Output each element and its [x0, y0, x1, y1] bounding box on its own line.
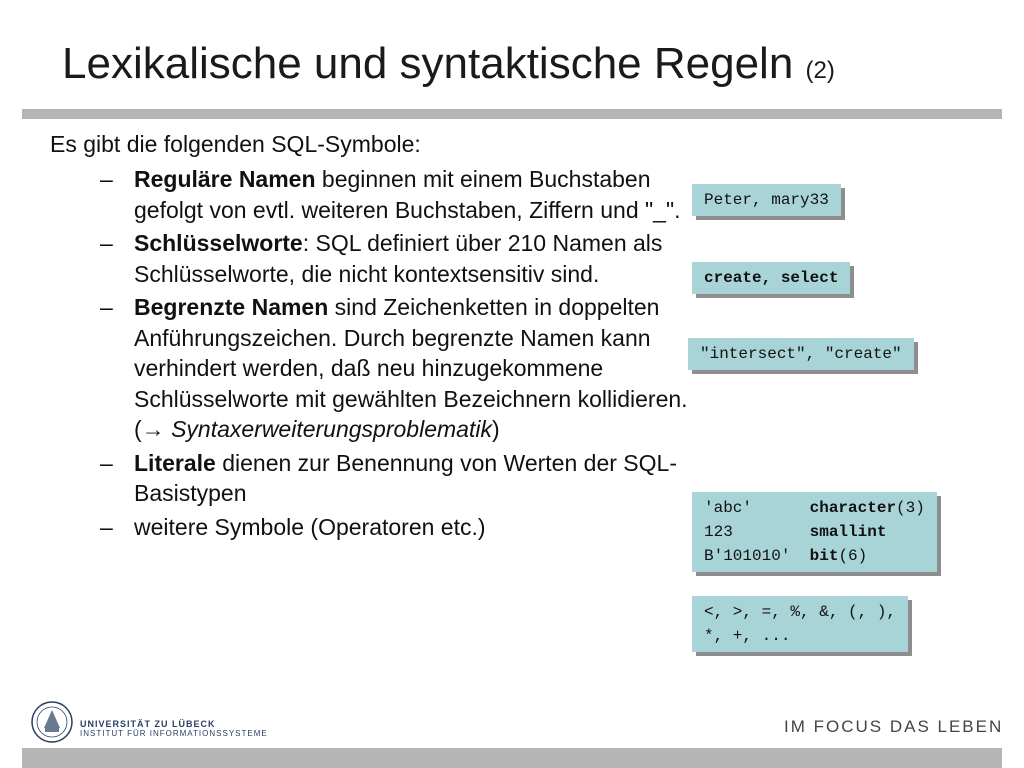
university-name: UNIVERSITÄT ZU LÜBECK	[80, 719, 216, 729]
example-literals	[692, 492, 937, 572]
item-text: dienen zur Benennung von Werten der SQL-Basistypen	[134, 449, 677, 506]
literal-arg: (3)	[896, 499, 925, 517]
example-regular-names: Peter, mary33	[692, 184, 841, 216]
title-text: Lexikalische und syntaktische Regeln	[62, 39, 794, 88]
university-seal-logo	[30, 698, 74, 746]
title-suffix: (2)	[805, 57, 835, 84]
footer-bar	[22, 748, 1002, 768]
symbols-line: <, >, =, %, &, (, ),	[704, 603, 897, 621]
item-term: Literale	[134, 449, 216, 476]
item-text: sind Zeichenketten in doppelten Anführungszeichen. Durch begrenzte Namen kann verhindert werden, daß neu hinzugekommene Schlüsselworte mit gewählten Bezeichnern kollidieren. (→	[134, 294, 688, 442]
list-item	[100, 512, 690, 543]
symbols-line: *, +, ...	[704, 627, 791, 645]
literal-value: B'101010'	[704, 547, 791, 565]
intro-text: Es gibt die folgenden SQL-Symbole:	[50, 131, 421, 157]
list-item	[100, 228, 690, 289]
item-text: : SQL definiert über 210 Namen als Schlüsselworte, die nicht kontextsensitiv sind.	[134, 230, 663, 287]
bullet-dash: –	[100, 513, 113, 540]
item-tail: )	[491, 416, 500, 442]
item-term: Reguläre Namen	[134, 166, 316, 192]
item-text: weitere Symbole (Operatoren etc.)	[134, 513, 486, 540]
footer-tagline: IM FOCUS DAS LEBEN	[784, 717, 1004, 736]
literal-type: character	[809, 499, 897, 517]
bullet-dash: –	[100, 230, 113, 256]
literal-value: 123	[704, 523, 733, 541]
example-delimited-names: "intersect", "create"	[688, 338, 914, 370]
title-divider	[22, 109, 1002, 119]
list-item	[100, 292, 690, 445]
slide-title	[62, 38, 835, 97]
list-item	[100, 448, 690, 509]
bullet-dash: –	[100, 166, 113, 192]
literal-arg: (6)	[838, 547, 868, 565]
literal-value: 'abc'	[704, 499, 753, 517]
item-term: Schlüsselworte	[134, 230, 303, 256]
list-item	[100, 164, 690, 225]
symbol-list	[100, 164, 690, 545]
item-emphasis: Syntaxerweiterungsproblematik	[171, 416, 492, 442]
bullet-dash: –	[100, 449, 113, 476]
bullet-dash: –	[100, 294, 113, 320]
literal-type: bit	[809, 547, 839, 565]
item-term: Begrenzte Namen	[134, 294, 329, 320]
literal-type: smallint	[809, 523, 887, 541]
example-keywords: create, select	[692, 262, 850, 294]
example-symbols	[692, 596, 908, 652]
item-text: beginnen mit einem Buchstaben gefolgt von evtl. weiteren Buchstaben, Ziffern und "_".	[134, 166, 681, 223]
institute-name: INSTITUT FÜR INFORMATIONSSYSTEME	[80, 729, 268, 738]
